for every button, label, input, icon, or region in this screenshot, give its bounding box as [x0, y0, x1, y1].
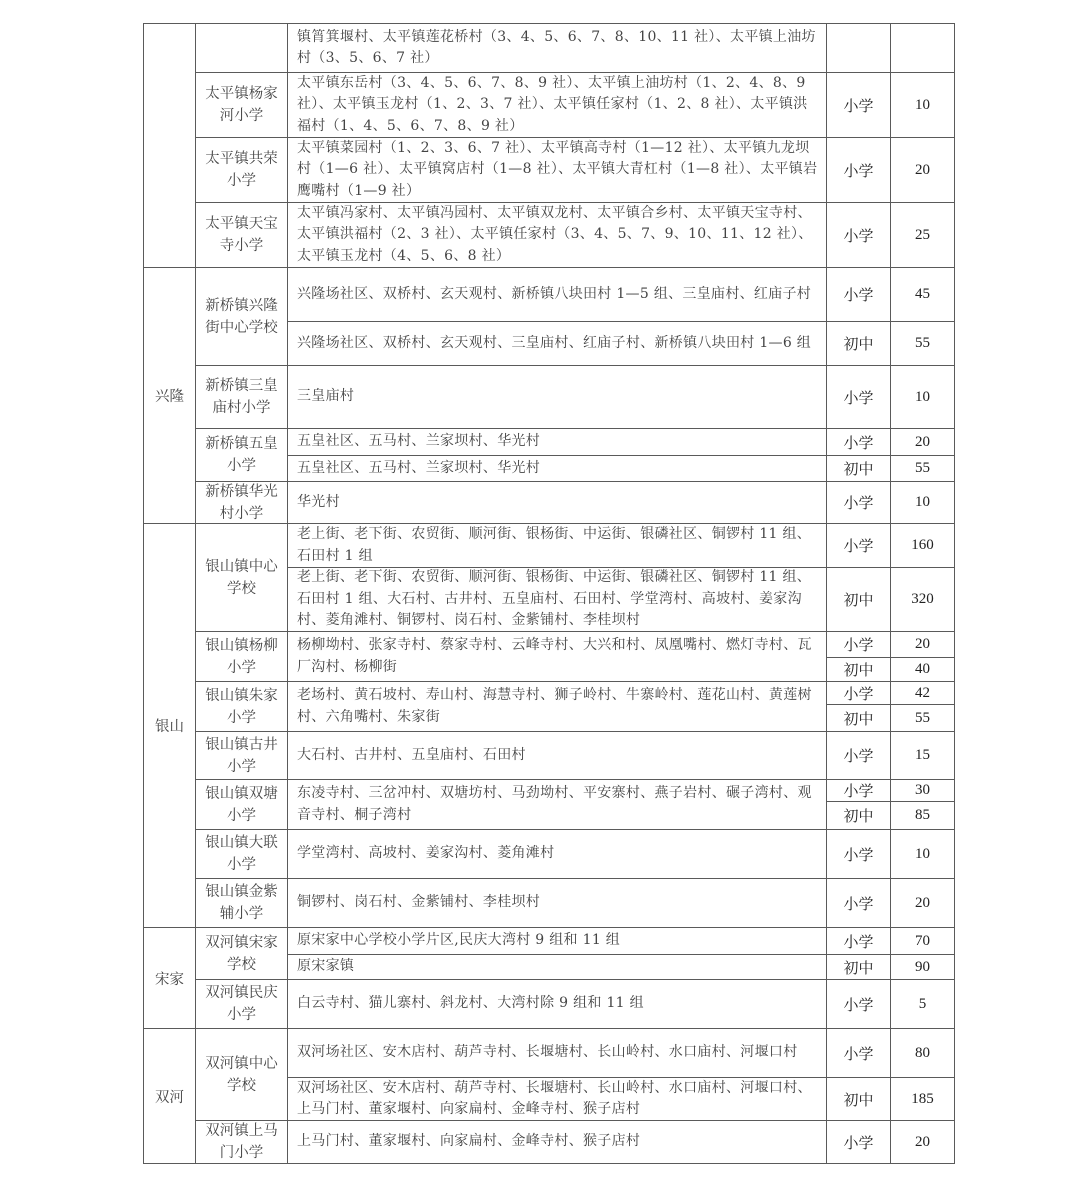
quota-cell: [890, 455, 955, 482]
school-level-cell: [826, 657, 891, 682]
school-level-cell: [826, 567, 891, 632]
quota-cell: [890, 428, 955, 456]
enrollment-area-cell-text: 镇筲箕堰村、太平镇莲花桥村（3、4、5、6、7、8、10、11 社）、太平镇上油坊村（3、5、6、7 社）: [297, 28, 816, 66]
school-level-cell-text: 小学: [843, 636, 874, 654]
enrollment-area-cell-text: 东凌寺村、三岔冲村、双塘坊村、马劲坳村、平安寨村、燕子岩村、碾子湾村、观音寺村、桐子湾村: [297, 785, 812, 823]
enrollment-area-cell: [287, 829, 827, 879]
school-level-cell-text: 初中: [843, 591, 874, 609]
quota-cell: [890, 137, 955, 203]
enrollment-area-cell: [287, 428, 827, 456]
quota-cell: [890, 878, 955, 928]
enrollment-area-cell: [287, 731, 827, 780]
quota-cell-text: 185: [911, 1090, 934, 1107]
quota-cell: [890, 481, 955, 524]
school-level-cell-text: 小学: [843, 226, 874, 245]
enrollment-area-cell: [287, 523, 827, 568]
school-level-cell: [826, 1028, 891, 1078]
enrollment-area-cell-text: 五皇社区、五马村、兰家坝村、华光村: [297, 433, 541, 450]
enrollment-area-cell-text: 老上街、老下街、农贸街、顺河街、银杨街、中运街、银磷社区、铜锣村 11 组、石田村 1 组、大石村、古井村、五皇庙村、石田村、学堂湾村、高坡村、姜家沟村、菱角滩村、铜锣村、岗石村、金紫铺村、李桂坝村: [297, 569, 812, 629]
enrollment-area-cell: [287, 267, 827, 322]
quota-cell: [890, 1028, 955, 1078]
school-name-cell: [195, 202, 288, 268]
school-level-cell: [826, 523, 891, 568]
school-level-cell: [826, 979, 891, 1029]
quota-cell: [890, 801, 955, 830]
enrollment-area-cell: [287, 72, 827, 138]
quota-cell-text: 55: [915, 335, 930, 351]
school-level-cell-text: 小学: [843, 1133, 874, 1152]
school-name-cell-text: 双河镇宋家学校: [205, 934, 278, 973]
school-name-cell: [195, 731, 288, 780]
enrollment-area-cell: [287, 321, 827, 366]
quota-cell: [890, 365, 955, 429]
enrollment-area-cell-text: 太平镇菜园村（1、2、3、6、7 社）、太平镇高寺村（1—12 社）、太平镇九龙坝村（1—6 社）、太平镇窝店村（1—8 社）、太平镇大青杠村（1—8 社）、太平镇岩鹰嘴村（1—9 社）: [297, 139, 818, 199]
quota-cell: [890, 23, 955, 73]
enrollment-area-cell: [287, 631, 827, 682]
quota-cell: [890, 202, 955, 268]
school-level-cell-text: 小学: [843, 932, 874, 951]
quota-cell-text: 55: [915, 709, 930, 726]
school-level-cell: [826, 481, 891, 524]
school-name-cell-text: 银山镇杨柳小学: [205, 637, 278, 676]
quota-cell: [890, 927, 955, 955]
school-level-cell-text: 小学: [843, 494, 874, 512]
school-name-cell: [195, 23, 288, 73]
school-level-cell: [826, 321, 891, 366]
enrollment-area-cell: [287, 202, 827, 268]
enrollment-area-cell: [287, 878, 827, 928]
school-level-cell-text: 初中: [843, 958, 874, 977]
enrollment-area-cell: [287, 455, 827, 482]
enrollment-area-cell: [287, 1028, 827, 1078]
school-name-cell-text: 太平镇共荣小学: [205, 151, 278, 189]
quota-cell-text: 320: [911, 591, 934, 607]
school-level-cell: [826, 704, 891, 732]
enrollment-area-cell-text: 太平镇冯家村、太平镇冯园村、太平镇双龙村、太平镇合乡村、太平镇天宝寺村、太平镇洪福村（2、3 社）、太平镇任家村（3、4、5、7、9、10、11、12 社）、太平镇玉龙村（4、5、6、8 社）: [297, 204, 813, 264]
school-level-cell-text: 初中: [843, 335, 874, 353]
quota-cell: [890, 567, 955, 632]
school-name-cell: [195, 779, 288, 830]
quota-cell: [890, 523, 955, 568]
town-cell: [143, 267, 196, 524]
school-level-cell: [826, 23, 891, 73]
enrollment-area-cell: [287, 1120, 827, 1164]
quota-cell: [890, 979, 955, 1029]
school-level-cell-text: 小学: [843, 894, 874, 913]
school-name-cell-text: 银山镇中心学校: [205, 558, 278, 597]
school-level-cell-text: 初中: [843, 460, 874, 478]
quota-cell: [890, 72, 955, 138]
school-level-cell-text: 小学: [843, 747, 874, 765]
quota-cell-text: 10: [915, 96, 930, 113]
quota-cell: [890, 631, 955, 658]
school-level-cell: [826, 365, 891, 429]
school-name-cell-text: 银山镇金紫辅小学: [205, 884, 278, 922]
school-name-cell: [195, 979, 288, 1029]
enrollment-area-cell-text: 双河场社区、安木店村、葫芦寺村、长堰塘村、长山岭村、水口庙村、河堰口村、上马门村、董家堰村、向家扁村、金峰寺村、猴子店村: [297, 1079, 812, 1117]
school-name-cell-text: 银山镇古井小学: [205, 736, 278, 775]
school-name-cell: [195, 829, 288, 879]
school-name-cell: [195, 523, 288, 632]
enrollment-area-cell: [287, 779, 827, 830]
quota-cell-text: 20: [915, 636, 930, 652]
quota-cell-text: 20: [915, 433, 930, 450]
school-level-cell-text: 小学: [843, 286, 874, 304]
town-cell-text: 宋家: [155, 971, 184, 988]
school-level-cell: [826, 72, 891, 138]
school-name-cell-text: 银山镇双塘小学: [205, 785, 278, 824]
town-cell: [143, 927, 196, 1029]
school-name-cell: [195, 927, 288, 980]
quota-cell-text: 10: [915, 494, 930, 510]
school-name-cell-text: 银山镇朱家小学: [205, 687, 278, 726]
school-name-cell: [195, 681, 288, 732]
quota-cell-text: 160: [911, 537, 934, 553]
enrollment-area-cell: [287, 365, 827, 429]
school-level-cell: [826, 878, 891, 928]
enrollment-area-cell-text: 原宋家镇: [297, 958, 355, 975]
school-level-cell: [826, 927, 891, 955]
enrollment-area-cell-text: 原宋家中心学校小学片区,民庆大湾村 9 组和 11 组: [297, 932, 621, 949]
quota-cell-text: 10: [915, 388, 930, 405]
quota-cell-text: 10: [915, 845, 930, 862]
enrollment-area-cell-text: 五皇社区、五马村、兰家坝村、华光村: [297, 459, 541, 476]
quota-cell-text: 90: [915, 958, 930, 975]
quota-cell: [890, 954, 955, 980]
enrollment-area-cell: [287, 979, 827, 1029]
quota-cell: [890, 1120, 955, 1164]
quota-cell: [890, 657, 955, 682]
town-cell-text: 兴隆: [155, 389, 184, 405]
school-level-cell: [826, 631, 891, 658]
enrollment-area-cell-text: 兴隆场社区、双桥村、玄天观村、三皇庙村、红庙子村、新桥镇八块田村 1—6 组: [297, 334, 812, 351]
quota-cell: [890, 704, 955, 732]
school-name-cell-text: 新桥镇兴隆街中心学校: [205, 297, 278, 336]
quota-cell: [890, 731, 955, 780]
school-level-cell: [826, 428, 891, 456]
school-level-cell-text: 小学: [843, 433, 874, 452]
school-name-cell: [195, 365, 288, 429]
school-level-cell: [826, 267, 891, 322]
school-name-cell: [195, 137, 288, 203]
enrollment-area-cell-text: 学堂湾村、高坡村、姜家沟村、菱角滩村: [297, 845, 555, 862]
school-name-cell-text: 双河镇民庆小学: [205, 985, 278, 1023]
school-level-cell: [826, 801, 891, 830]
school-name-cell: [195, 481, 288, 524]
school-level-cell-text: 初中: [843, 661, 874, 679]
school-name-cell: [195, 1120, 288, 1164]
quota-cell-text: 80: [915, 1044, 930, 1061]
enrollment-area-cell: [287, 23, 827, 73]
quota-cell: [890, 267, 955, 322]
enrollment-area-cell: [287, 137, 827, 203]
town-cell: [143, 23, 196, 268]
school-level-cell: [826, 1120, 891, 1164]
school-level-cell-text: 小学: [843, 1044, 874, 1063]
school-name-cell-text: 新桥镇五皇小学: [205, 436, 278, 474]
school-name-cell: [195, 267, 288, 366]
enrollment-area-cell-text: 铜锣村、岗石村、金紫铺村、李桂坝村: [297, 894, 541, 911]
enrollment-area-cell: [287, 954, 827, 980]
enrollment-area-cell-text: 华光村: [297, 493, 340, 510]
quota-cell-text: 20: [915, 894, 930, 911]
quota-cell-text: 55: [915, 460, 930, 476]
quota-cell-text: 42: [915, 684, 930, 701]
town-cell-text: 双河: [155, 1089, 184, 1106]
enrollment-area-cell: [287, 681, 827, 732]
quota-cell-text: 25: [915, 226, 930, 243]
enrollment-area-cell: [287, 927, 827, 955]
quota-cell-text: 40: [915, 661, 930, 677]
school-name-cell-text: 太平镇杨家河小学: [205, 86, 278, 124]
town-cell: [143, 523, 196, 928]
quota-cell-text: 70: [915, 932, 930, 949]
school-level-cell: [826, 1077, 891, 1121]
school-level-cell: [826, 954, 891, 980]
enrollment-area-cell: [287, 567, 827, 632]
school-level-cell-text: 小学: [843, 995, 874, 1014]
enrollment-area-cell-text: 杨柳坳村、张家寺村、蔡家寺村、云峰寺村、大兴和村、凤凰嘴村、燃灯寺村、瓦厂沟村、杨柳街: [297, 637, 812, 675]
quota-cell-text: 20: [915, 161, 930, 178]
quota-cell-text: 45: [915, 286, 930, 302]
school-district-table: [143, 23, 955, 1163]
school-name-cell: [195, 428, 288, 482]
school-level-cell: [826, 137, 891, 203]
school-name-cell: [195, 72, 288, 138]
school-name-cell: [195, 1028, 288, 1121]
school-level-cell-text: 小学: [843, 161, 874, 180]
school-name-cell: [195, 878, 288, 928]
school-name-cell-text: 新桥镇三皇庙村小学: [205, 378, 278, 416]
enrollment-area-cell-text: 白云寺村、猫儿寨村、斜龙村、大湾村除 9 组和 11 组: [297, 995, 644, 1012]
school-name-cell-text: 新桥镇华光村小学: [205, 483, 278, 522]
school-level-cell: [826, 202, 891, 268]
enrollment-area-cell-text: 太平镇东岳村（3、4、5、6、7、8、9 社）、太平镇上油坊村（1、2、4、8、9 社）、太平镇玉龙村（1、2、3、7 社）、太平镇任家村（1、2、8 社）、太平镇洪福村（1、4、5、6、7、8、9 社）: [297, 74, 808, 134]
school-level-cell-text: 小学: [843, 96, 874, 115]
school-name-cell-text: 双河镇上马门小学: [205, 1123, 278, 1161]
quota-cell: [890, 681, 955, 705]
school-level-cell-text: 初中: [843, 807, 874, 825]
school-level-cell: [826, 779, 891, 802]
enrollment-area-cell-text: 大石村、古井村、五皇庙村、石田村: [297, 746, 526, 763]
quota-cell: [890, 779, 955, 802]
enrollment-area-cell-text: 双河场社区、安木店村、葫芦寺村、长堰塘村、长山岭村、水口庙村、河堰口村: [297, 1044, 798, 1061]
enrollment-area-cell-text: 三皇庙村: [297, 388, 355, 405]
enrollment-area-cell-text: 上马门村、董家堰村、向家扁村、金峰寺村、猴子店村: [297, 1133, 641, 1150]
quota-cell-text: 30: [915, 782, 930, 798]
school-name-cell-text: 银山镇大联小学: [205, 835, 278, 873]
school-name-cell-text: 太平镇天宝寺小学: [205, 216, 278, 254]
enrollment-area-cell: [287, 1077, 827, 1121]
town-cell: [143, 1028, 196, 1164]
school-level-cell: [826, 455, 891, 482]
quota-cell-text: 5: [918, 995, 927, 1012]
school-level-cell-text: 小学: [843, 388, 874, 407]
school-level-cell: [826, 829, 891, 879]
quota-cell-text: 20: [915, 1133, 930, 1150]
quota-cell-text: 15: [915, 747, 930, 763]
quota-cell: [890, 321, 955, 366]
enrollment-area-cell: [287, 481, 827, 524]
quota-cell: [890, 829, 955, 879]
school-level-cell-text: 小学: [843, 537, 874, 555]
school-name-cell-text: 双河镇中心学校: [205, 1055, 278, 1094]
enrollment-area-cell-text: 老上街、老下街、农贸街、顺河街、银杨街、中运街、银磷社区、铜锣村 11 组、石田村 1 组: [297, 526, 812, 564]
quota-cell: [890, 1077, 955, 1121]
enrollment-area-cell-text: 老场村、黄石坡村、寿山村、海慧寺村、狮子岭村、牛寨岭村、莲花山村、黄莲树村、六角嘴村、朱家街: [297, 687, 812, 725]
school-level-cell-text: 初中: [843, 709, 874, 728]
town-cell-text: 银山: [155, 719, 184, 735]
school-level-cell-text: 小学: [843, 782, 874, 800]
school-level-cell-text: 小学: [843, 845, 874, 864]
school-name-cell: [195, 631, 288, 682]
school-level-cell: [826, 681, 891, 705]
enrollment-area-cell-text: 兴隆场社区、双桥村、玄天观村、新桥镇八块田村 1—5 组、三皇庙村、红庙子村: [297, 285, 812, 302]
school-level-cell: [826, 731, 891, 780]
quota-cell-text: 85: [915, 807, 930, 823]
school-level-cell-text: 初中: [843, 1090, 874, 1109]
school-level-cell-text: 小学: [843, 684, 874, 703]
